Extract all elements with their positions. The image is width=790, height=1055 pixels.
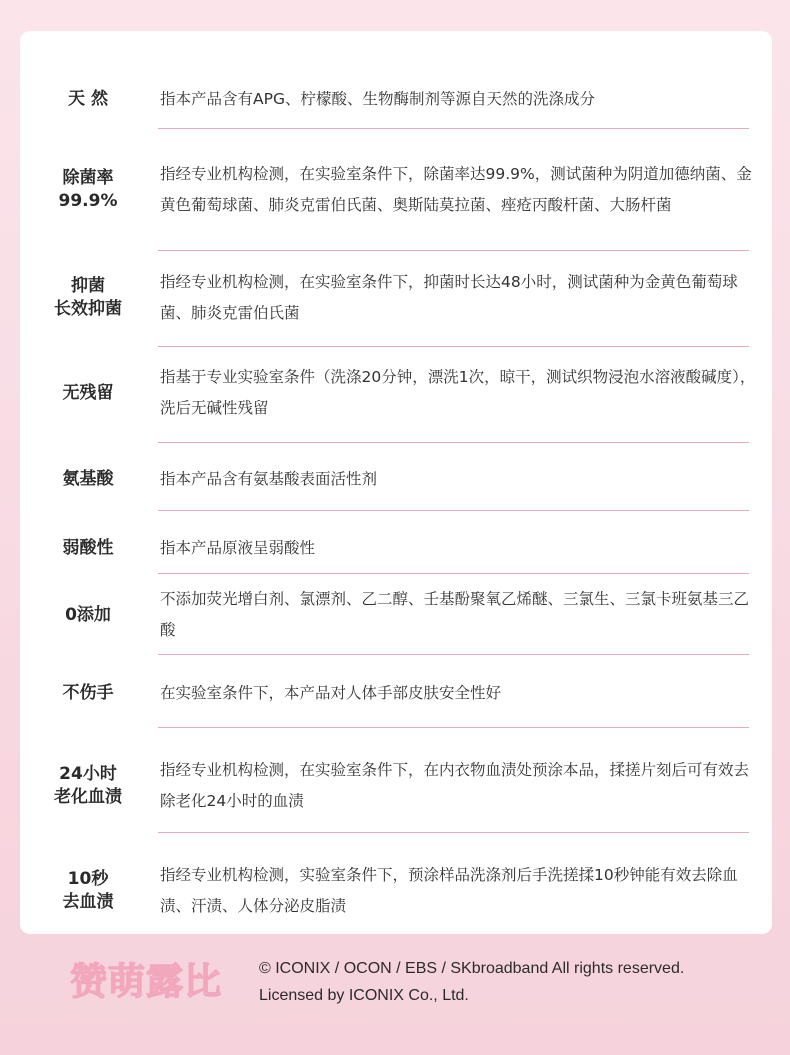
term-label: 氨基酸 bbox=[62, 468, 114, 489]
term-description: 在实验室条件下，本产品对人体手部皮肤安全性好 bbox=[160, 683, 502, 702]
brand-logo: 赞萌露比 bbox=[70, 960, 222, 1003]
divider bbox=[158, 727, 749, 728]
term-label: 弱酸性 bbox=[62, 537, 114, 558]
term-label: 不伤手 bbox=[62, 682, 114, 703]
definition-row bbox=[20, 664, 772, 722]
term-label: 除菌率 99.9% bbox=[58, 168, 118, 211]
definition-row bbox=[20, 749, 772, 823]
divider bbox=[158, 832, 749, 833]
divider bbox=[158, 128, 749, 129]
term-description: 指本产品含有APG、柠檬酸、生物酶制剂等源自天然的洗涤成分 bbox=[160, 89, 595, 108]
term-description: 指本产品原液呈弱酸性 bbox=[160, 538, 316, 557]
term-label: 24小时 老化血渍 bbox=[54, 764, 122, 807]
divider bbox=[158, 250, 749, 251]
term-label: 10秒 去血渍 bbox=[62, 869, 114, 912]
divider bbox=[158, 442, 749, 443]
term-description: 指经专业机构检测，在实验室条件下，在内衣物血渍处预涂本品，揉搓片刻后可有效去除老化24小时的血渍 bbox=[160, 761, 750, 810]
term-description: 不添加荧光增白剂、氯漂剂、乙二醇、壬基酚聚氧乙烯醚、三氯生、三氯卡班氨基三乙酸 bbox=[160, 590, 750, 639]
definition-row bbox=[20, 453, 772, 505]
term-description: 指基于专业实验室条件（洗涤20分钟，漂洗1次，晾干，测试织物浸泡水溶液酸碱度），洗后无碱性残留 bbox=[160, 368, 756, 417]
license-line: Licensed by ICONIX Co., Ltd. bbox=[259, 987, 469, 1004]
definition-row bbox=[20, 521, 772, 575]
term-label: 0添加 bbox=[65, 604, 111, 625]
term-label: 抑菌 长效抑菌 bbox=[54, 276, 122, 319]
definition-row bbox=[20, 853, 772, 929]
copyright-notice bbox=[259, 955, 684, 1009]
definition-row bbox=[20, 68, 772, 130]
copyright-line: © ICONIX / OCON / EBS / SKbroadband All rights reserved. bbox=[259, 960, 685, 977]
definition-row bbox=[20, 261, 772, 335]
term-description: 指本产品含有氨基酸表面活性剂 bbox=[160, 469, 378, 488]
definition-row bbox=[20, 583, 772, 647]
term-description: 指经专业机构检测，在实验室条件下，除菌率达99.9%，测试菌种为阴道加德纳菌、金黄色葡萄球菌、肺炎克雷伯氏菌、奥斯陆莫拉菌、痤疮丙酸杆菌、大肠杆菌 bbox=[160, 165, 752, 214]
divider bbox=[158, 346, 749, 347]
divider bbox=[158, 654, 749, 655]
definitions-card bbox=[20, 31, 772, 934]
divider bbox=[158, 573, 749, 574]
divider bbox=[158, 510, 749, 511]
definition-row bbox=[20, 139, 772, 241]
term-label: 天 然 bbox=[68, 88, 108, 109]
term-description: 指经专业机构检测，实验室条件下，预涂样品洗涤剂后手洗搓揉10秒钟能有效去除血渍、汗渍、人体分泌皮脂渍 bbox=[160, 866, 738, 915]
term-description: 指经专业机构检测，在实验室条件下，抑菌时长达48小时，测试菌种为金黄色葡萄球菌、肺炎克雷伯氏菌 bbox=[160, 273, 738, 322]
term-label: 无残留 bbox=[62, 382, 114, 403]
definition-row bbox=[20, 356, 772, 430]
